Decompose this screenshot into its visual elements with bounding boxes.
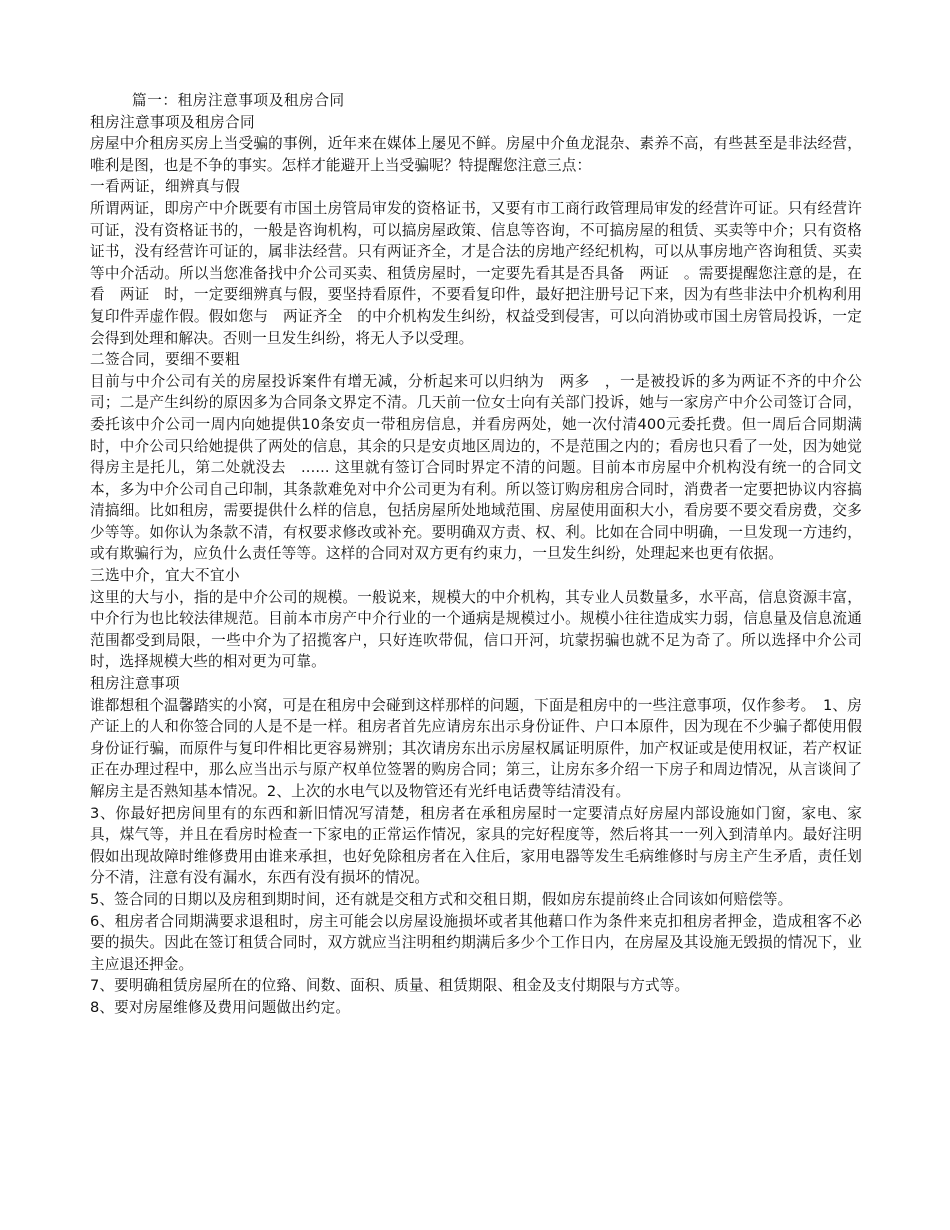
notes-paragraph-5: 5、签合同的日期以及房租到期时间，还有就是交租方式和交租日期，假如房东提前终止合同该如何赔偿等。 bbox=[90, 890, 793, 908]
notes-paragraph-6: 6、租房者合同期满要求退租时，房主可能会以房屋设施损坏或者其他藉口作为条件来克扣租房者押金，造成租客不必要的损失。因此在签订租赁合同时，双方就应当注明租约期满后多少个工作日内，在房屋及其设施无毁损的情况下，业主应退还押金。 bbox=[90, 912, 862, 973]
notes-paragraph-8: 8、要对房屋维修及费用问题做出约定。 bbox=[90, 998, 351, 1016]
intro-paragraph: 房屋中介租房买房上当受骗的事例，近年来在媒体上屡见不鲜。房屋中介鱼龙混杂、素养不高，有些甚至是非法经营，唯利是图，也是不争的事实。怎样才能避开上当受骗呢？特提醒您注意三点： bbox=[90, 135, 862, 174]
point1-heading: 一看两证，细辨真与假 bbox=[90, 178, 240, 196]
point1-paragraph: 所谓两证，即房产中介既要有市国土房管局审发的资格证书，又要有市工商行政管理局审发的经营许可证。只有经营许可证，没有资格证书的，一般是咨询机构，可以搞房屋政策、信息等咨询，不可搞房屋的租赁、买卖等中介；只有资格证书，没有经营许可证的，属非法经营。只有两证齐全，才是合法的房地产经纪机构，可以从事房地产咨询租赁、买卖等中介活动。所以当您准备找中介公司买卖、租赁房屋时，一定要先看其是否具备 两证 。需要提醒您注意的是，在看 两证 时，一定要细辨真与假，要坚持看原件，不要看复印件，最好把注册号记下来，因为有些非法中介机构利用复印件弄虚作假。假如您与 两证齐全 的中介机构发生纠纷，权益受到侵害，可以向消协或市国土房管局投诉，一定会得到处理和解决。否则一旦发生纠纷，将无人予以受理。 bbox=[90, 199, 862, 347]
notes-paragraph-3: 3、你最好把房间里有的东西和新旧情况写清楚，租房者在承租房屋时一定要清点好房屋内部设施如门窗，家电、家具，煤气等，并且在看房时检查一下家电的正常运作情况，家具的完好程度等，然后将其一一列入到清单内。最好注明假如出现故障时维修费用由谁来承担，也好免除租房者在入住后，家用电器等发生毛病维修时与房主产生矛盾，责任划分不清，注意有没有漏水，东西有没有损坏的情况。 bbox=[90, 804, 862, 887]
document-page bbox=[90, 90, 862, 1019]
point2-heading: 二签合同，要细不要粗 bbox=[90, 351, 240, 369]
notes-paragraph-1: 谁都想租个温馨踏实的小窝，可是在租房中会碰到这样那样的问题，下面是租房中的一些注意事项，仅作参考。 1、房产证上的人和你签合同的人是不是一样。租房者首先应请房东出示身份证件、户口本原件，因为现在不少骗子都使用假身份证行骗，而原件与复印件相比更容易辨别；其次请房东出示房屋权属证明原件，加产权证或是使用权证，若产权证正在办理过程中，那么应当出示与原产权单位签署的购房合同；第三，让房东多介绍一下房子和周边情况，从言谈间了解房主是否熟知基本情况。2、上次的水电气以及物管还有光纤电话费等结清没有。 bbox=[90, 696, 862, 800]
section-heading-notes: 租房注意事项 bbox=[90, 675, 180, 693]
notes-paragraph-7: 7、要明确租赁房屋所在的位臵、间数、面积、质量、租赁期限、租金及支付期限与方式等。 bbox=[90, 977, 690, 995]
point3-heading: 三选中介，宜大不宜小 bbox=[90, 567, 240, 585]
point3-paragraph: 这里的大与小，指的是中介公司的规模。一般说来，规模大的中介机构，其专业人员数量多，水平高，信息资源丰富，中介行为也比较法律规范。目前本市房产中介行业的一个通病是规模过小。规模小往往造成实力弱，信息量及信息流通范围都受到局限，一些中介为了招揽客户，只好连吹带侃，信口开河，坑蒙拐骗也就不足为奇了。所以选择中介公司时，选择规模大些的相对更为可靠。 bbox=[90, 588, 862, 671]
document-title: 篇一：租房注意事项及租房合同 bbox=[132, 92, 345, 109]
section-heading-main: 租房注意事项及租房合同 bbox=[90, 113, 255, 131]
point2-paragraph: 目前与中介公司有关的房屋投诉案件有增无减，分析起来可以归纳为 两多 ，一是被投诉的多为两证不齐的中介公司；二是产生纠纷的原因多为合同条文界定不清。几天前一位女士向有关部门投诉，她与一家房产中介公司签订合同，委托该中介公司一周内向她提供10条安贞一带租房信息，并看房两处，她一次付清400元委托费。但一周后合同期满时，中介公司只给她提供了两处的信息，其余的只是安贞地区周边的，不是范围之内的；看房也只看了一处，因为她觉得房主是托儿，第二处就没去 ...... 这里就有签订合同时界定不清的问题。目前本市房屋中介机构没有统一的合同文本，多为中介公司自己印制，其条款难免对中介公司更为有利。所以签订购房租房合同时，消费者一定要把协议内容搞清搞细。比如租房，需要提供什么样的信息，包括房屋所处地域范围、房屋使用面积大小，看房要不要交看房费，交多少等等。如你认为条款不清，有权要求修改或补充。要明确双方责、权、利。比如在合同中明确，一旦发现一方违约，或有欺骗行为，应负什么责任等等。这样的合同对双方更有约束力，一旦发生纠纷，处理起来也更有依据。 bbox=[90, 372, 862, 563]
